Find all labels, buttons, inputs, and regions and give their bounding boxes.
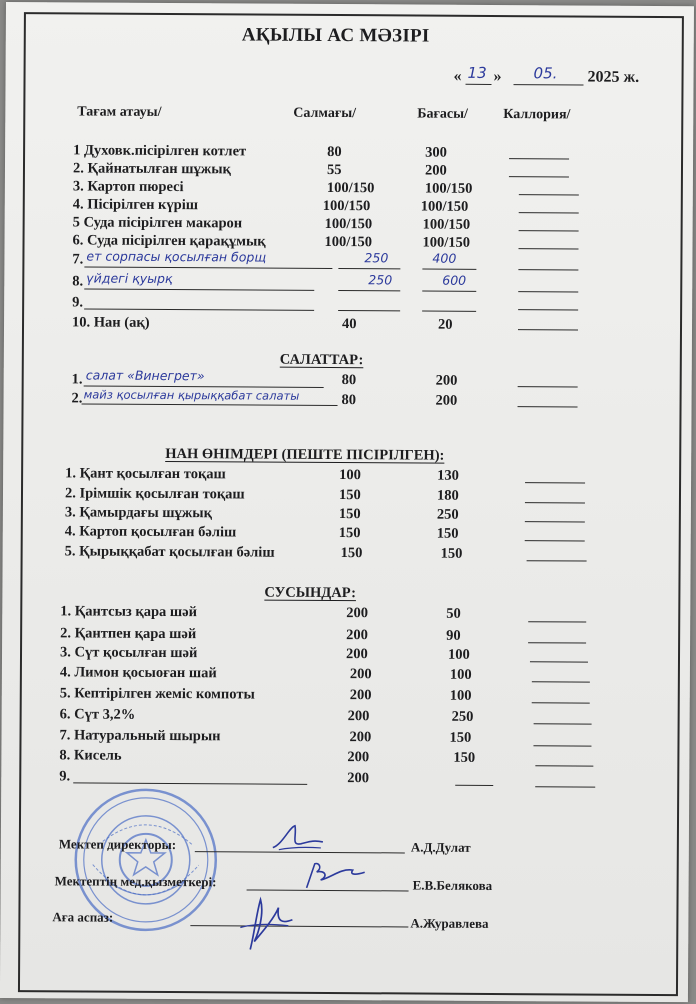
salad-price: 200: [435, 372, 458, 389]
drink-item-weight: 200: [346, 605, 369, 622]
drink-item-name: 9.: [59, 768, 71, 785]
main-item-weight: 40: [341, 316, 357, 333]
director-signature-icon: [269, 822, 329, 856]
drink-item-weight: 200: [349, 666, 372, 683]
main-item-name: 2. Қайнатылған шұжық: [72, 160, 231, 178]
bakery-item-name: 4. Картоп қосылған бәліш: [64, 523, 237, 541]
main-item-number: 7.: [72, 251, 84, 268]
bakery-item-price: 150: [436, 525, 459, 542]
main-item-number: 8.: [72, 273, 84, 290]
drink-item-name: 7. Натуральный шырын: [59, 727, 221, 745]
main-item-name: 3. Картоп пюресі: [72, 178, 184, 196]
menu-sheet: [0, 2, 694, 1002]
date-open-quote: «: [453, 67, 462, 85]
chef-signature-icon: [230, 893, 300, 955]
salad-weight: 80: [341, 372, 357, 389]
drink-item-name: 6. Сүт 3,2%: [59, 706, 136, 723]
drink-item-price: 250: [451, 708, 474, 725]
main-item-weight: 100/150: [324, 215, 373, 233]
menu-title: АҚЫЛЫ АС МӘЗІРІ: [241, 24, 430, 47]
drink-item-weight: 200: [347, 770, 370, 787]
section-title-bakery: НАН ӨНІМДЕРІ (ПЕШТЕ ПІСІРІЛГЕН):: [165, 445, 445, 464]
signature-name: А.Журавлева: [410, 915, 489, 931]
salad-number: 1.: [71, 371, 83, 388]
main-item-name: 1 Духовк.пісірілген котлет: [73, 142, 247, 160]
drink-item-name: 3. Сүт қосылған шәй: [59, 644, 198, 662]
main-item-handwritten-price: 600: [442, 272, 467, 288]
drink-item-name: 8. Кисель: [59, 747, 122, 764]
drink-item-price: 50: [446, 605, 461, 622]
drink-item-weight: 200: [349, 729, 372, 746]
date-close-quote: »: [493, 67, 502, 86]
signature-name: А.Д.Дулат: [410, 839, 471, 855]
signature-role: Мектеп директоры:: [58, 836, 177, 853]
header-weight: Салмағы/: [293, 105, 357, 122]
main-item-price: 200: [424, 162, 447, 179]
main-item-name: 10. Нан (ақ): [71, 314, 150, 331]
header-dish-name: Тағам атауы/: [77, 104, 162, 120]
main-item-weight: 100/150: [326, 179, 375, 197]
main-item-name: 6. Суда пісірілген қарақұмық: [72, 232, 266, 250]
header-price: Бағасы/: [417, 106, 469, 122]
drink-item-name: 1. Қантсыз қара шәй: [60, 603, 198, 621]
bakery-item-weight: 150: [340, 545, 363, 562]
main-item-handwritten-weight: 250: [364, 250, 389, 266]
salad-handwritten-name: салат «Винегрет»: [85, 367, 205, 384]
drink-item-weight: 200: [347, 708, 370, 725]
main-item-price: 300: [425, 144, 447, 161]
drink-item-price: 100: [449, 687, 472, 704]
main-item-weight: 100/150: [322, 197, 371, 215]
main-item-number: 9.: [72, 294, 84, 311]
date-day: 13: [467, 63, 487, 82]
salad-number: 2.: [71, 390, 83, 407]
bakery-item-price: 130: [437, 467, 459, 484]
drink-item-weight: 200: [347, 749, 370, 766]
drink-item-price: 100: [447, 646, 470, 663]
main-item-price: 100/150: [420, 198, 469, 215]
drink-item-name: 2. Қантпен қара шәй: [60, 625, 197, 643]
drink-item-price: 150: [449, 729, 472, 746]
main-item-price: 100/150: [422, 216, 471, 233]
drink-item-price: 90: [446, 627, 461, 644]
main-item-weight: 55: [326, 161, 342, 179]
bakery-item-name: 3. Қамырдағы шұжық: [64, 504, 213, 522]
bakery-item-name: 1. Қант қосылған тоқаш: [65, 465, 226, 483]
main-item-name: 5 Суда пісірілген макарон: [72, 214, 243, 232]
bakery-item-price: 250: [436, 506, 459, 523]
drink-item-name: 4. Лимон қосыоған шай: [59, 664, 217, 682]
bakery-item-name: 5. Қырыққабат қосылған бәліш: [64, 543, 275, 561]
bakery-item-name: 2. Ірімшік қосылған тоқаш: [64, 485, 245, 503]
salad-handwritten-name: майз қосылған қырыққабат салаты: [83, 387, 300, 403]
date-year: 2025 ж.: [587, 68, 640, 86]
main-item-handwritten-weight: 250: [368, 272, 393, 288]
section-title-drinks: СУСЫНДАР:: [264, 584, 357, 602]
drink-item-weight: 200: [349, 687, 372, 704]
drink-item-weight: 200: [345, 646, 368, 663]
bakery-item-weight: 150: [338, 506, 361, 523]
signature-role: Аға аспаз:: [52, 909, 114, 925]
main-item-weight: 100/150: [324, 233, 373, 251]
bakery-item-weight: 100: [339, 467, 361, 484]
main-item-price: 100/150: [424, 180, 473, 197]
bakery-item-weight: 150: [338, 525, 361, 542]
salad-weight: 80: [341, 392, 357, 409]
drink-item-price: 100: [449, 666, 472, 683]
bakery-item-price: 150: [440, 545, 463, 562]
signature-role: Мектептің мед.қызметкері:: [54, 873, 217, 890]
main-item-handwritten-name: ет сорпасы қосылған борщ: [86, 248, 267, 265]
header-calories: Каллория/: [503, 107, 571, 123]
main-item-price: 20: [437, 316, 453, 333]
drink-item-name: 5. Кептірілген жеміс компоты: [59, 685, 255, 703]
main-item-name: 4. Пісірілген күріш: [72, 196, 199, 214]
main-item-handwritten-price: 400: [432, 250, 457, 266]
main-item-weight: 80: [327, 143, 342, 161]
section-title-salads: САЛАТТАР:: [279, 351, 364, 369]
bakery-item-weight: 150: [338, 487, 361, 504]
drink-item-weight: 200: [346, 627, 368, 644]
main-item-handwritten-name: үйдегі қуырқ: [86, 270, 173, 287]
salad-price: 200: [435, 392, 458, 409]
date-month: 05.: [533, 64, 558, 83]
signature-name: Е.В.Белякова: [412, 877, 493, 893]
bakery-item-price: 180: [436, 487, 459, 504]
drink-item-price: 150: [453, 749, 476, 766]
main-item-price: 100/150: [422, 234, 471, 251]
medic-signature-icon: [301, 858, 371, 892]
